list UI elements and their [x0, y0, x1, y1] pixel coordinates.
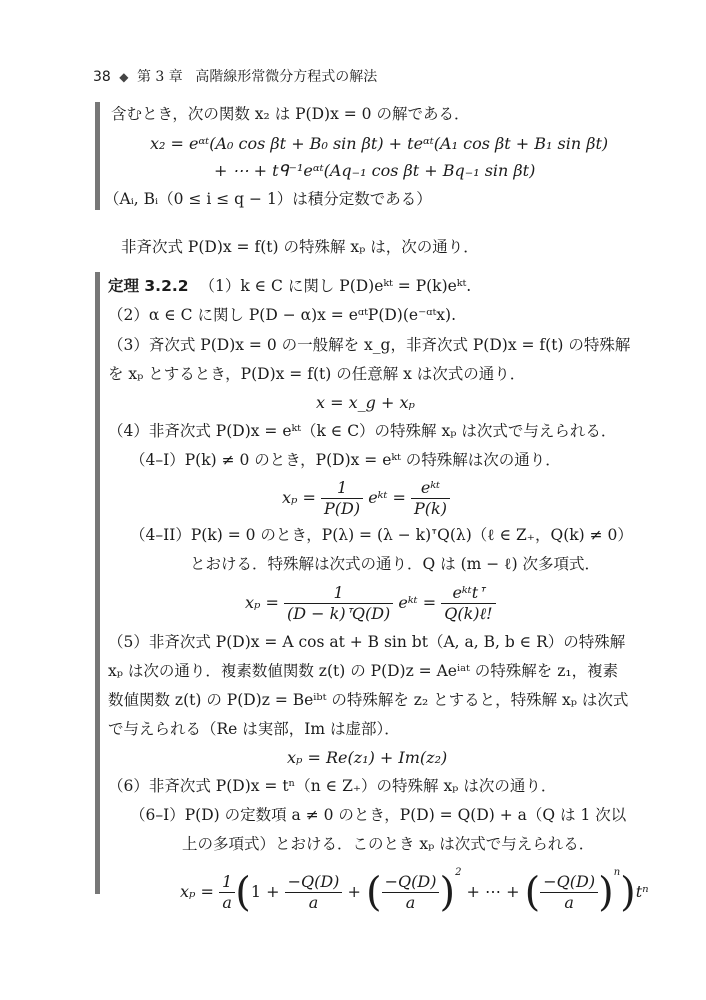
eq6-frac-den: a [222, 893, 232, 912]
theorem-item-1-line [108, 276, 471, 296]
eq6-term1: 1 + [250, 882, 280, 901]
eq6-fraction-q2 [382, 872, 440, 913]
eq6-paren-open-n: ( [524, 869, 541, 916]
page-number: 38 [93, 69, 111, 85]
theorem-margin-bar [95, 272, 100, 894]
block1-equation-1: x₂ = eᵅᵗ(A₀ cos βt + B₀ sin βt) + teᵅᵗ(A₁ cos βt + B₁ sin βt) [150, 134, 609, 153]
theorem-item-3a: （3）斉次式 P(D)x = 0 の一般解を x_g，非斉次式 P(D)x = f(t) の特殊解 [108, 336, 631, 354]
theorem-item-4-1-equation [282, 478, 450, 519]
eq6-qn-den: a [564, 893, 574, 912]
theorem-item-6-1b: 上の多項式）とおける．このとき xₚ は次式で与えられる． [182, 835, 595, 853]
theorem-item-5c: 数値関数 z(t) の P(D)z = Beⁱᵇᵗ の特殊解を z₂ とすると，特殊解 xₚ は次式 [108, 691, 629, 709]
theorem-label: 定理 3.2.2 [108, 277, 189, 295]
theorem-item-3b: を xₚ とするとき，P(D)x = f(t) の任意解 x は次式の通り． [108, 365, 526, 383]
eq42-fraction-2 [441, 583, 495, 624]
eq42-fraction-1 [284, 583, 393, 624]
theorem-item-6: （6）非斉次式 P(D)x = tⁿ（n ∈ Z₊）の特殊解 xₚ は次の通り． [108, 777, 557, 795]
theorem-item-4-1: （4–I）P(k) ≠ 0 のとき，P(D)x = eᵏᵗ の特殊解は次の通り． [130, 451, 561, 469]
theorem-item-6-equation [180, 862, 649, 916]
transition-text: 非斉次式 P(D)x = f(t) の特殊解 xₚ は，次の通り． [121, 238, 479, 256]
block1-intro: 含むとき，次の関数 x₂ は P(D)x = 0 の解である． [111, 105, 470, 123]
eq6-fraction-qn [540, 872, 598, 913]
theorem-item-5d: で与えられる（Re は実部，Im は虚部）． [108, 720, 400, 738]
theorem-item-6-1a: （6–I）P(D) の定数項 a ≠ 0 のとき，P(D) = Q(D) + a（Q は 1 次以 [130, 806, 627, 824]
theorem-item-5a: （5）非斉次式 P(D)x = A cos at + B sin bt（A, a, B, b ∈ R）の特殊解 [108, 633, 626, 651]
eq6-q1-den: a [308, 893, 319, 912]
eq6-big-paren-open: ( [235, 869, 251, 916]
theorem-item-2: （2）α ∈ C に関し P(D − α)x = eᵅᵗP(D)(e⁻ᵅᵗx). [108, 306, 456, 324]
eq42-num1: 1 [284, 583, 393, 604]
eq6-q1-num: −Q(D) [285, 872, 343, 893]
eq42-lhs: xₚ = [245, 593, 279, 612]
eq41-fraction-2 [411, 478, 450, 519]
eq6-power-n: n [613, 867, 621, 878]
theorem-item-4-2a: （4–II）P(k) = 0 のとき，P(λ) = (λ − k)ᐪQ(λ)（ℓ ∈ Z₊，Q(k) ≠ 0） [130, 526, 633, 544]
eq6-tail: tⁿ [635, 882, 649, 901]
eq6-paren-close-2: ) [439, 869, 456, 916]
chapter-title: 高階線形常微分方程式の解法 [195, 69, 378, 85]
theorem-item-5-equation: xₚ = Re(z₁) + Im(z₂) [287, 748, 448, 767]
eq6-lhs: xₚ = [180, 882, 214, 901]
theorem-item-3-equation: x = x_g + xₚ [316, 393, 415, 412]
eq6-fraction-q1 [285, 872, 343, 913]
block1-note: （Aᵢ, Bᵢ（0 ≤ i ≤ q − 1）は積分定数である） [104, 190, 432, 208]
eq6-square: 2 [455, 867, 462, 878]
eq6-big-paren-close: ) [620, 869, 636, 916]
eq6-q2-num: −Q(D) [382, 872, 440, 893]
eq6-paren-open-2: ( [366, 869, 382, 916]
eq41-den2: P(k) [414, 499, 447, 518]
eq6-dots: + ⋯ + [466, 882, 520, 901]
eq41-num1: 1 [321, 478, 363, 499]
eq6-q2-den: a [405, 893, 416, 912]
eq41-den1: P(D) [324, 499, 361, 518]
chapter-number: 第 3 章 [136, 69, 183, 85]
eq6-frac-num: 1 [219, 872, 235, 893]
diamond-icon: ◆ [119, 70, 129, 84]
theorem-item-1: （1）k ∈ C に関し P(D)eᵏᵗ = P(k)eᵏᵗ. [199, 277, 472, 295]
eq42-mid: eᵏᵗ = [398, 593, 437, 612]
eq42-den1: (D − k)ᐪQ(D) [287, 604, 391, 623]
theorem-item-4-2b: とおける．特殊解は次式の通り．Q は (m − ℓ) 次多項式． [190, 555, 601, 573]
theorem-item-5b: xₚ は次の通り．複素数値関数 z(t) の P(D)z = Aeⁱᵃᵗ の特殊解を z₁，複素 [108, 662, 619, 680]
eq41-mid: eᵏᵗ = [368, 488, 406, 507]
theorem-item-4: （4）非斉次式 P(D)x = eᵏᵗ（k ∈ C）の特殊解 xₚ は次式で与えられる． [108, 422, 617, 440]
block1-margin-bar [95, 102, 100, 210]
page-header [93, 66, 377, 86]
eq41-num2: eᵏᵗ [411, 478, 450, 499]
eq42-num2: eᵏᵗtᐪ [441, 583, 495, 604]
theorem-item-4-2-equation [245, 583, 496, 624]
block1-equation-2: + ⋯ + tᑫ⁻¹eᵅᵗ(Aq₋₁ cos βt + Bq₋₁ sin βt) [214, 161, 536, 180]
eq6-fraction-1-over-a [219, 872, 235, 913]
eq41-lhs: xₚ = [282, 488, 316, 507]
eq41-fraction-1 [321, 478, 363, 519]
eq6-plus: + [347, 882, 361, 901]
eq42-den2: Q(k)ℓ! [444, 604, 493, 623]
eq6-qn-num: −Q(D) [540, 872, 598, 893]
eq6-paren-close-n: ) [598, 869, 614, 916]
